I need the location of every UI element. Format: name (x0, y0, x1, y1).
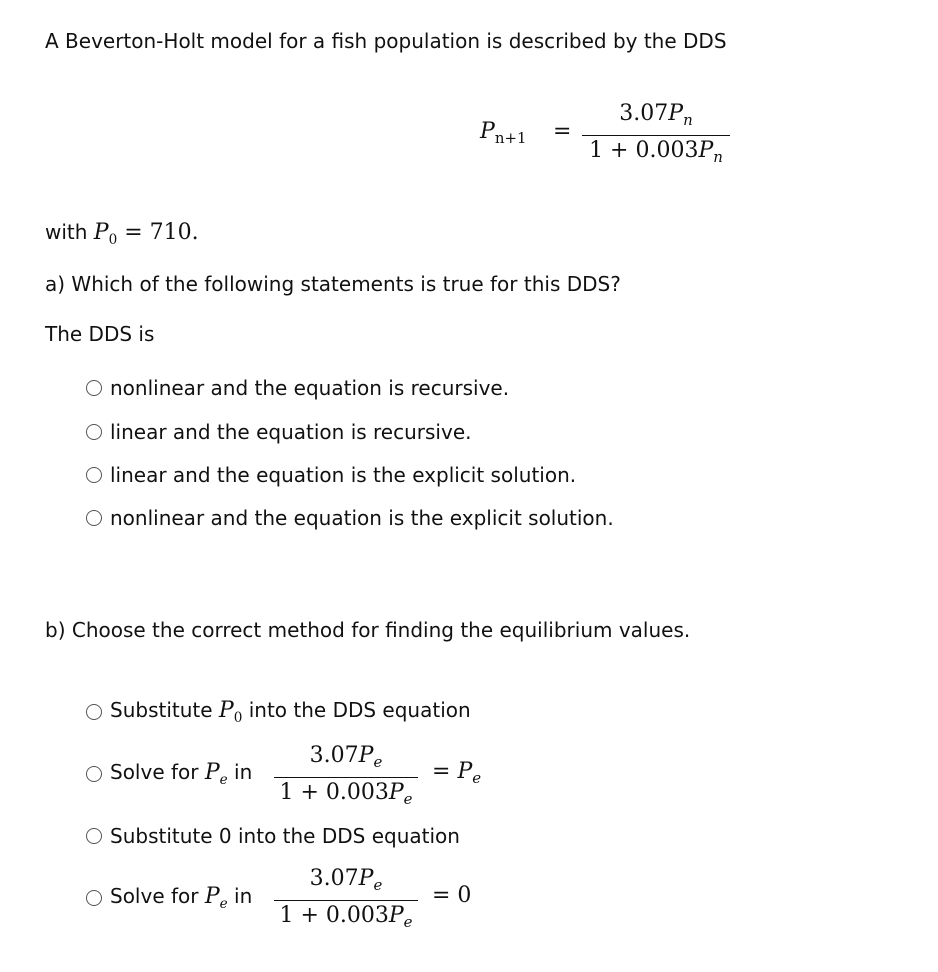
equation-numerator: $3.07P_n$ (619, 101, 693, 130)
equation-fraction (582, 101, 730, 170)
option-label: nonlinear and the equation is the explicit solution. (110, 506, 614, 530)
initial-condition: with $P_0 = 710$. (45, 220, 199, 248)
radio-button[interactable] (86, 828, 102, 844)
radio-button[interactable] (86, 380, 102, 396)
fraction-denominator: $1 + 0.003P_e$ (279, 903, 413, 932)
option-label: Solve for $P_e$ in (110, 884, 253, 912)
part-a-question: a) Which of the following statements is true for this DDS? (45, 272, 621, 296)
radio-button[interactable] (86, 467, 102, 483)
option-label: linear and the equation is recursive. (110, 420, 472, 444)
equation-lhs: $P_{n+1}$ (480, 119, 527, 148)
fraction-bar (274, 900, 418, 901)
option-label: Substitute $P_0$ into the DDS equation (110, 698, 471, 726)
radio-button[interactable] (86, 704, 102, 720)
part-a-option-3[interactable] (86, 463, 576, 487)
part-b-question: b) Choose the correct method for finding the equilibrium values. (45, 618, 691, 642)
part-b-option-4[interactable] (86, 884, 252, 912)
radio-button[interactable] (86, 510, 102, 526)
fraction-numerator: $3.07P_e$ (309, 743, 383, 772)
part-b-option-4-fraction (274, 866, 418, 935)
radio-button[interactable] (86, 890, 102, 906)
option-label: Substitute 0 into the DDS equation (110, 824, 460, 848)
option-label: linear and the equation is the explicit solution. (110, 463, 577, 487)
option-label: nonlinear and the equation is recursive. (110, 376, 510, 400)
option-label: Solve for $P_e$ in (110, 760, 253, 788)
part-b-option-2-fraction (274, 743, 418, 812)
intro-text: A Beverton-Holt model for a fish population is described by the DDS (45, 29, 727, 53)
fraction-bar (582, 135, 730, 136)
fraction-bar (274, 777, 418, 778)
part-b-option-2[interactable] (86, 760, 252, 788)
equation-equals: = (553, 119, 572, 144)
part-b-option-3[interactable] (86, 824, 460, 848)
part-b-option-1[interactable] (86, 698, 471, 726)
part-a-option-1[interactable] (86, 376, 509, 400)
radio-button[interactable] (86, 424, 102, 440)
part-a-option-4[interactable] (86, 506, 614, 530)
part-b-option-2-rhs: = $P_e$ (432, 759, 482, 788)
fraction-denominator: $1 + 0.003P_e$ (279, 780, 413, 809)
part-a-option-2[interactable] (86, 420, 471, 444)
fraction-numerator: $3.07P_e$ (309, 866, 383, 895)
equation-denominator: $1 + 0.003P_n$ (589, 138, 723, 167)
part-b-option-4-rhs: = 0 (432, 883, 472, 908)
part-a-lead: The DDS is (45, 322, 155, 346)
radio-button[interactable] (86, 766, 102, 782)
